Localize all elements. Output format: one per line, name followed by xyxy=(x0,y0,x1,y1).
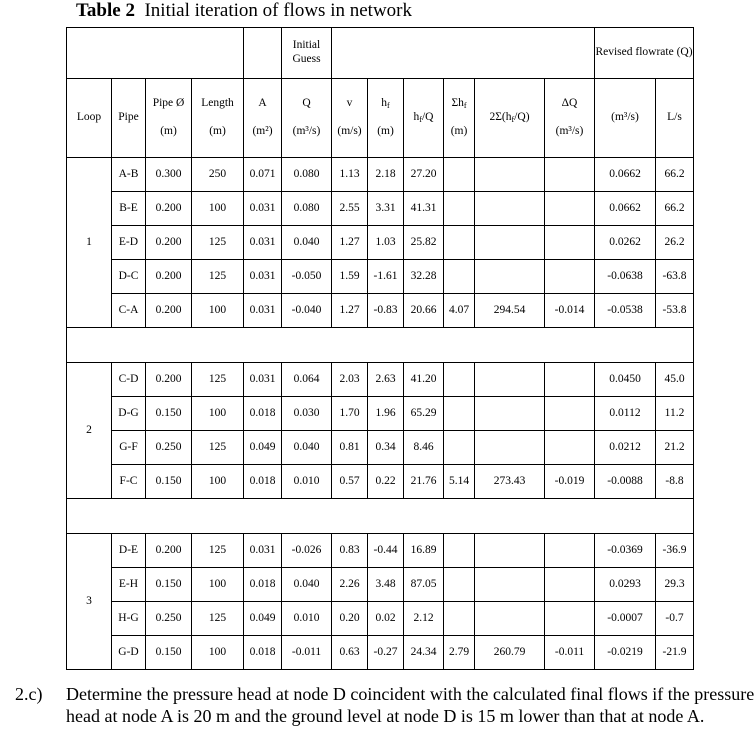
cell-hf: 2.18 xyxy=(368,158,404,192)
cell-sumhf xyxy=(444,534,475,568)
cell-sumhf xyxy=(444,260,475,294)
col-length xyxy=(192,79,244,158)
col-hfq: $h_f/Q$ xyxy=(404,79,444,158)
cell-q: -0.011 xyxy=(282,636,332,670)
cell-dia: 0.150 xyxy=(146,636,192,670)
cell-area: 0.071 xyxy=(244,158,282,192)
cell-length: 125 xyxy=(192,226,244,260)
cell-length: 100 xyxy=(192,397,244,431)
cell-hf: 0.34 xyxy=(368,431,404,465)
col-sumhf-label: $\Sigma h_f$ xyxy=(451,97,467,111)
cell-dia: 0.200 xyxy=(146,363,192,397)
cell-hf: 1.03 xyxy=(368,226,404,260)
cell-twosum xyxy=(475,158,545,192)
cell-rq: -0.0219 xyxy=(595,636,656,670)
cell-ls: 11.2 xyxy=(656,397,694,431)
cell-dia: 0.300 xyxy=(146,158,192,192)
col-diameter-unit: (m) xyxy=(160,124,177,137)
cell-twosum xyxy=(475,534,545,568)
cell-loop: 2 xyxy=(67,363,112,499)
cell-hfq: 32.28 xyxy=(404,260,444,294)
cell-length: 250 xyxy=(192,158,244,192)
cell-sumhf xyxy=(444,363,475,397)
cell-rq: -0.0088 xyxy=(595,465,656,499)
spacer-cell xyxy=(67,499,694,534)
cell-twosum xyxy=(475,260,545,294)
table-label: Table 2 xyxy=(76,0,135,21)
cell-rq: 0.0293 xyxy=(595,568,656,602)
cell-hf: -0.44 xyxy=(368,534,404,568)
cell-q: 0.010 xyxy=(282,465,332,499)
cell-v: 1.70 xyxy=(332,397,368,431)
question-text: Determine the pressure head at node D coincident with the calculated final flows if the pressure head at node A is 20 m and the ground level at node D is 15 m lower than that at node A. xyxy=(66,684,755,726)
cell-pipe: D-E xyxy=(112,534,146,568)
cell-length: 100 xyxy=(192,568,244,602)
cell-sumhf xyxy=(444,602,475,636)
cell-loop: 1 xyxy=(67,158,112,328)
cell-area: 0.018 xyxy=(244,465,282,499)
cell-q: 0.064 xyxy=(282,363,332,397)
cell-hfq: 65.29 xyxy=(404,397,444,431)
cell-twosum xyxy=(475,431,545,465)
cell-dq xyxy=(545,363,595,397)
cell-area: 0.018 xyxy=(244,397,282,431)
cell-sumhf xyxy=(444,568,475,602)
cell-v: 2.03 xyxy=(332,363,368,397)
col-area-label: A xyxy=(258,97,267,110)
cell-length: 100 xyxy=(192,294,244,328)
cell-pipe: D-C xyxy=(112,260,146,294)
col-dq xyxy=(545,79,595,158)
cell-hf: 2.63 xyxy=(368,363,404,397)
cell-sumhf xyxy=(444,431,475,465)
cell-pipe: G-D xyxy=(112,636,146,670)
cell-sumhf: 5.14 xyxy=(444,465,475,499)
col-hf-label: $h_f$ xyxy=(381,97,390,111)
cell-area: 0.049 xyxy=(244,602,282,636)
cell-dq xyxy=(545,158,595,192)
cell-hf: 0.02 xyxy=(368,602,404,636)
cell-dia: 0.150 xyxy=(146,397,192,431)
cell-rq: -0.0538 xyxy=(595,294,656,328)
col-dq-label: ΔQ xyxy=(561,97,578,110)
cell-pipe: A-B xyxy=(112,158,146,192)
cell-hf: 0.22 xyxy=(368,465,404,499)
cell-twosum xyxy=(475,568,545,602)
cell-dia: 0.200 xyxy=(146,260,192,294)
cell-length: 125 xyxy=(192,431,244,465)
cell-dq xyxy=(545,260,595,294)
cell-length: 125 xyxy=(192,260,244,294)
cell-v: 0.20 xyxy=(332,602,368,636)
cell-hfq: 8.46 xyxy=(404,431,444,465)
col-rq: (m³/s) xyxy=(595,79,656,158)
cell-hfq: 16.89 xyxy=(404,534,444,568)
cell-ls: 21.2 xyxy=(656,431,694,465)
cell-pipe: G-F xyxy=(112,431,146,465)
cell-hfq: 41.20 xyxy=(404,363,444,397)
cell-ls: 26.2 xyxy=(656,226,694,260)
cell-q: 0.010 xyxy=(282,602,332,636)
table-row xyxy=(67,158,694,192)
cell-twosum xyxy=(475,192,545,226)
cell-area: 0.031 xyxy=(244,363,282,397)
cell-pipe: D-G xyxy=(112,397,146,431)
cell-dia: 0.150 xyxy=(146,568,192,602)
cell-rq: 0.0662 xyxy=(595,192,656,226)
col-v xyxy=(332,79,368,158)
col-area xyxy=(244,79,282,158)
cell-dq: -0.014 xyxy=(545,294,595,328)
spacer-row xyxy=(67,499,694,534)
cell-q: -0.050 xyxy=(282,260,332,294)
table-row xyxy=(67,636,694,670)
cell-ls: -21.9 xyxy=(656,636,694,670)
col-v-unit: (m/s) xyxy=(337,124,362,137)
cell-dia: 0.200 xyxy=(146,294,192,328)
cell-twosum xyxy=(475,397,545,431)
initial-guess-header: Initial Guess xyxy=(282,28,332,79)
col-diameter-label: Pipe Ø xyxy=(152,97,185,110)
col-area-unit: (m²) xyxy=(252,124,273,137)
group-header-row xyxy=(67,28,694,79)
table-row xyxy=(67,260,694,294)
cell-v: 1.27 xyxy=(332,226,368,260)
cell-ls: 45.0 xyxy=(656,363,694,397)
cell-sumhf xyxy=(444,192,475,226)
cell-hf: -0.83 xyxy=(368,294,404,328)
cell-hfq: 25.82 xyxy=(404,226,444,260)
cell-twosum: 260.79 xyxy=(475,636,545,670)
cell-rq: 0.0212 xyxy=(595,431,656,465)
cell-area: 0.031 xyxy=(244,260,282,294)
cell-ls: -53.8 xyxy=(656,294,694,328)
cell-area: 0.031 xyxy=(244,192,282,226)
col-dq-unit: (m³/s) xyxy=(555,124,584,137)
cell-area: 0.018 xyxy=(244,568,282,602)
cell-dq xyxy=(545,226,595,260)
cell-dq: -0.011 xyxy=(545,636,595,670)
cell-v: 0.83 xyxy=(332,534,368,568)
cell-dq xyxy=(545,431,595,465)
table-row xyxy=(67,431,694,465)
cell-dia: 0.200 xyxy=(146,192,192,226)
cell-sumhf xyxy=(444,226,475,260)
cell-loop: 3 xyxy=(67,534,112,670)
cell-v: 2.26 xyxy=(332,568,368,602)
cell-dia: 0.200 xyxy=(146,534,192,568)
col-q-label: Q xyxy=(302,97,311,110)
cell-hfq: 21.76 xyxy=(404,465,444,499)
cell-ls: -63.8 xyxy=(656,260,694,294)
cell-dq: -0.019 xyxy=(545,465,595,499)
column-header-row xyxy=(67,79,694,158)
cell-hf: -1.61 xyxy=(368,260,404,294)
cell-ls: 66.2 xyxy=(656,192,694,226)
cell-v: 1.27 xyxy=(332,294,368,328)
cell-dq xyxy=(545,397,595,431)
header-blank xyxy=(332,28,595,79)
cell-rq: -0.0369 xyxy=(595,534,656,568)
flows-table xyxy=(66,27,694,670)
table-row xyxy=(67,465,694,499)
table-body xyxy=(67,28,694,670)
cell-hfq: 24.34 xyxy=(404,636,444,670)
cell-length: 100 xyxy=(192,636,244,670)
cell-q: 0.080 xyxy=(282,192,332,226)
cell-v: 1.59 xyxy=(332,260,368,294)
cell-length: 125 xyxy=(192,534,244,568)
col-hf-unit: (m) xyxy=(377,124,394,137)
cell-dq xyxy=(545,192,595,226)
table-row xyxy=(67,602,694,636)
cell-area: 0.031 xyxy=(244,294,282,328)
cell-q: -0.026 xyxy=(282,534,332,568)
col-hf xyxy=(368,79,404,158)
cell-twosum: 273.43 xyxy=(475,465,545,499)
cell-pipe: B-E xyxy=(112,192,146,226)
cell-q: 0.040 xyxy=(282,568,332,602)
cell-v: 0.81 xyxy=(332,431,368,465)
cell-q: 0.080 xyxy=(282,158,332,192)
cell-q: -0.040 xyxy=(282,294,332,328)
spacer-row xyxy=(67,328,694,363)
cell-q: 0.040 xyxy=(282,431,332,465)
spacer-cell xyxy=(67,328,694,363)
table-row xyxy=(67,534,694,568)
col-loop: Loop xyxy=(67,79,112,158)
cell-twosum: 294.54 xyxy=(475,294,545,328)
table-row xyxy=(67,568,694,602)
cell-pipe: E-H xyxy=(112,568,146,602)
cell-sumhf: 4.07 xyxy=(444,294,475,328)
cell-hfq: 20.66 xyxy=(404,294,444,328)
cell-sumhf xyxy=(444,158,475,192)
cell-q: 0.040 xyxy=(282,226,332,260)
cell-dq xyxy=(545,602,595,636)
cell-hfq: 41.31 xyxy=(404,192,444,226)
cell-pipe: E-D xyxy=(112,226,146,260)
cell-twosum xyxy=(475,602,545,636)
table-row xyxy=(67,226,694,260)
cell-twosum xyxy=(475,226,545,260)
cell-v: 1.13 xyxy=(332,158,368,192)
cell-hfq: 2.12 xyxy=(404,602,444,636)
cell-rq: -0.0007 xyxy=(595,602,656,636)
cell-hfq: 27.20 xyxy=(404,158,444,192)
cell-pipe: C-D xyxy=(112,363,146,397)
cell-ls: -8.8 xyxy=(656,465,694,499)
cell-hf: 3.31 xyxy=(368,192,404,226)
col-sumhf-unit: (m) xyxy=(450,124,468,137)
col-length-label: Length xyxy=(201,97,234,110)
cell-length: 100 xyxy=(192,192,244,226)
cell-hf: 1.96 xyxy=(368,397,404,431)
header-blank xyxy=(67,28,244,79)
cell-area: 0.031 xyxy=(244,534,282,568)
cell-v: 0.63 xyxy=(332,636,368,670)
cell-v: 0.57 xyxy=(332,465,368,499)
cell-rq: 0.0262 xyxy=(595,226,656,260)
cell-rq: 0.0450 xyxy=(595,363,656,397)
cell-length: 125 xyxy=(192,602,244,636)
cell-area: 0.049 xyxy=(244,431,282,465)
cell-dia: 0.200 xyxy=(146,226,192,260)
col-ls: L/s xyxy=(656,79,694,158)
cell-sumhf: 2.79 xyxy=(444,636,475,670)
table-caption xyxy=(76,0,412,22)
cell-length: 100 xyxy=(192,465,244,499)
cell-dq xyxy=(545,568,595,602)
col-v-label: v xyxy=(346,97,353,110)
col-length-unit: (m) xyxy=(209,124,226,137)
cell-ls: -36.9 xyxy=(656,534,694,568)
col-q xyxy=(282,79,332,158)
col-sumhf xyxy=(444,79,475,158)
col-q-unit: (m³/s) xyxy=(292,124,321,137)
cell-dia: 0.250 xyxy=(146,431,192,465)
cell-q: 0.030 xyxy=(282,397,332,431)
cell-area: 0.018 xyxy=(244,636,282,670)
cell-pipe: H-G xyxy=(112,602,146,636)
table-row xyxy=(67,192,694,226)
cell-ls: 29.3 xyxy=(656,568,694,602)
cell-hf: 3.48 xyxy=(368,568,404,602)
cell-sumhf xyxy=(444,397,475,431)
header-blank xyxy=(244,28,282,79)
cell-hfq: 87.05 xyxy=(404,568,444,602)
cell-v: 2.55 xyxy=(332,192,368,226)
cell-hf: -0.27 xyxy=(368,636,404,670)
cell-dia: 0.150 xyxy=(146,465,192,499)
cell-pipe: F-C xyxy=(112,465,146,499)
cell-dq xyxy=(545,534,595,568)
col-twosum: $2\Sigma(h_f/Q)$ xyxy=(475,79,545,158)
question-number: 2.c) xyxy=(15,684,43,704)
cell-rq: -0.0638 xyxy=(595,260,656,294)
cell-dia: 0.250 xyxy=(146,602,192,636)
col-diameter xyxy=(146,79,192,158)
table-title: Initial iteration of flows in network xyxy=(144,0,412,21)
cell-pipe: C-A xyxy=(112,294,146,328)
revised-flowrate-header: Revised flowrate (Q) xyxy=(595,28,694,79)
cell-rq: 0.0112 xyxy=(595,397,656,431)
cell-rq: 0.0662 xyxy=(595,158,656,192)
cell-twosum xyxy=(475,363,545,397)
cell-ls: -0.7 xyxy=(656,602,694,636)
cell-ls: 66.2 xyxy=(656,158,694,192)
cell-length: 125 xyxy=(192,363,244,397)
cell-area: 0.031 xyxy=(244,226,282,260)
col-pipe: Pipe xyxy=(112,79,146,158)
table-row xyxy=(67,363,694,397)
table-row xyxy=(67,294,694,328)
table-row xyxy=(67,397,694,431)
